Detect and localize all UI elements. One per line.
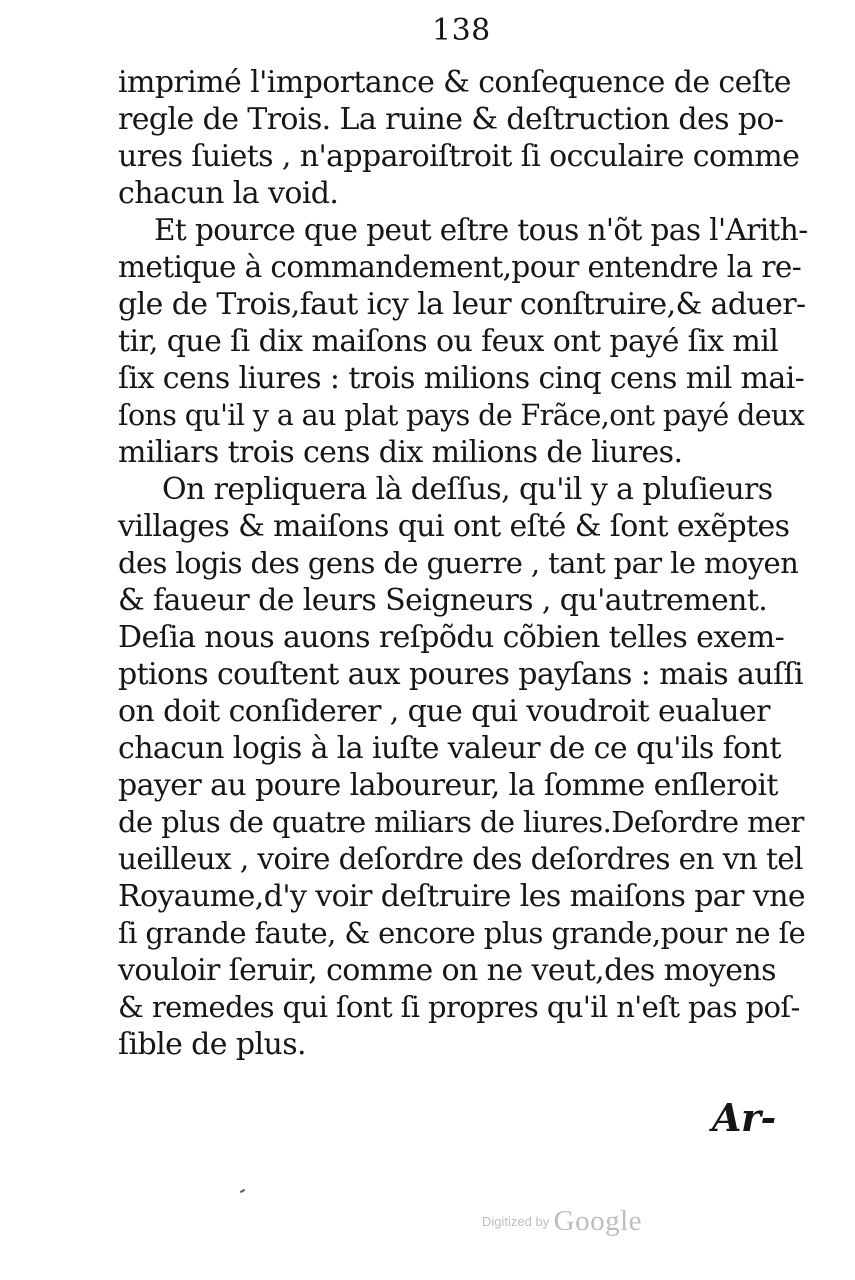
text-line: imprimé l'importance & conſequence de ceſte [118,65,791,100]
text-line: ſons qu'il y a au plat pays de Frãce,ont payé deux [118,399,805,432]
text-line: ſix cens liures : trois milions cinq cens mil mai- [118,361,805,396]
body-text [118,64,808,1063]
text-line: ures ſuiets , n'apparoiſtroit ſi occulaire comme [118,139,800,174]
text-line: chacun logis à la iuſte valeur de ce qu'ils font [118,731,781,766]
paragraph-first-line: Et pource que peut eſtre tous n'õt pas l'Arith- [154,213,808,247]
catchword: Ar- [712,1095,776,1140]
text-line: ueilleux , voire deſordre des deſordres en vn tel [118,842,803,876]
watermark-brand: Google [553,1205,643,1237]
text-line: ptions couſtent aux poures payſans : mais auſſi [118,657,804,692]
digitized-watermark [482,1205,642,1238]
text-line: regle de Trois. La ruine & deſtruction des po- [118,102,784,137]
text-line: villages & maiſons qui ont eſté & ſont exẽptes [118,509,790,544]
text-line: tir, que ſi dix maiſons ou feux ont payé ſix mil [118,324,779,359]
text-line: & faueur de leurs Seigneurs , qu'autrement. [118,583,768,618]
text-line: & remedes qui ſont ſi propres qu'il n'eſt pas poſ- [118,990,800,1024]
ink-speck [240,1189,245,1193]
text-line: ſible de plus. [118,1027,306,1062]
text-line: gle de Trois,faut icy la leur conſtruire,& aduer- [118,287,806,322]
text-line: Royaume,d'y voir deſtruire les maiſons par vne [118,879,805,914]
text-line: on doit conſiderer , que qui voudroit eualuer [118,694,770,729]
text-line: miliars trois cens dix milions de liures. [118,435,683,470]
text-line: ſi grande faute, & encore plus grande,pour ne ſe [118,916,806,950]
text-line: des logis des gens de guerre , tant par le moyen [118,546,799,580]
watermark-prefix: Digitized by [482,1214,550,1229]
text-line: metique à commandement,pour entendre la re- [118,250,802,284]
text-line: Deſia nous auons reſpõdu cõbien telles exem- [118,620,785,655]
text-line: de plus de quatre miliars de liures.Deſordre mer [118,805,804,839]
paragraph-first-line: On repliquera là deſſus, qu'il y a pluſieurs [162,472,773,507]
text-line: chacun la void. [118,176,339,211]
text-line: vouloir ſeruir, comme on ne veut,des moyens [118,953,776,988]
text-line: payer au poure laboureur, la ſomme enſleroit [118,768,778,803]
page-number: 138 [432,13,491,48]
